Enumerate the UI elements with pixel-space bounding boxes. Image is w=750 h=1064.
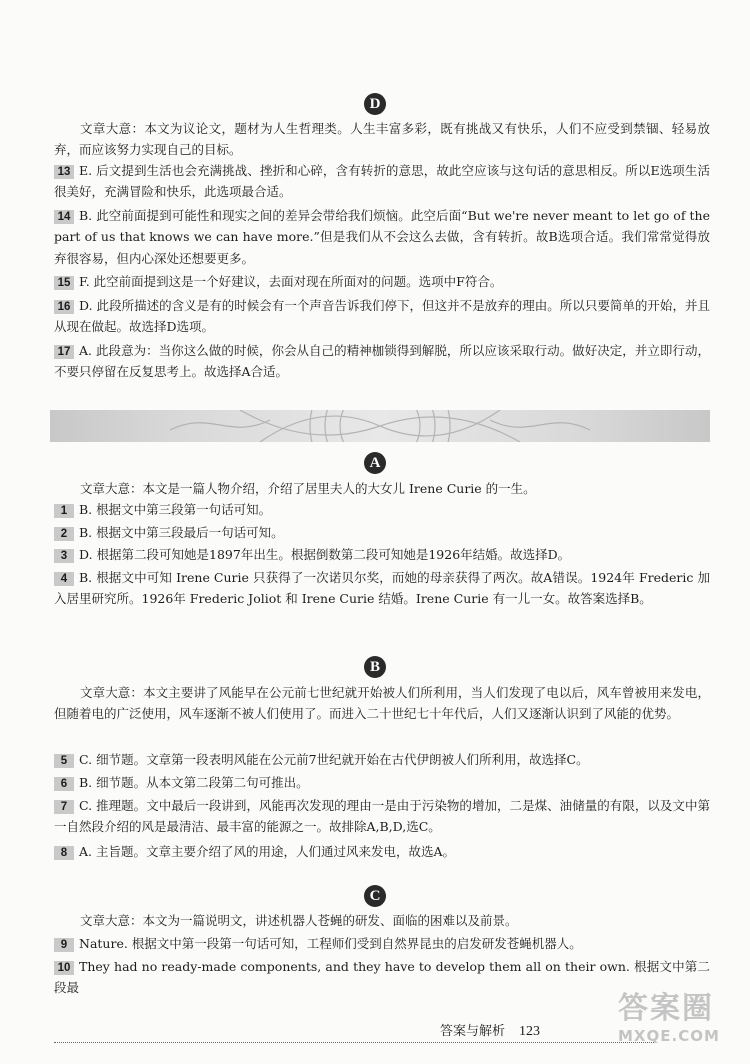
question-number: 13 (54, 165, 74, 179)
answer-text: Nature. 根据文中第一段第一句话可知，工程师们受到自然界昆虫的启发研发苍蝇机器人。 (79, 936, 582, 951)
answer-item-9 (54, 933, 710, 954)
answer-item-4 (54, 567, 710, 610)
question-number: 4 (54, 572, 74, 586)
answer-item-5 (54, 749, 710, 770)
question-number: 17 (54, 345, 74, 359)
section-badge-c: C (364, 885, 386, 907)
answer-text: C. 细节题。文章第一段表明风能在公元前7世纪就开始在古代伊朗被人们所利用，故选择C。 (79, 752, 589, 767)
banner-ornament (50, 410, 710, 442)
answer-text: D. 根据第二段可知她是1897年出生。根据倒数第二段可知她是1926年结婚。故选择D。 (79, 547, 571, 562)
answer-item-3 (54, 544, 710, 565)
answer-text: D. 此段所描述的含义是有的时候会有一个声音告诉我们停下，但这并不是放弃的理由。所以只要简单的开始，并且从现在做起。故选择D选项。 (54, 298, 710, 335)
answer-item-17 (54, 340, 710, 383)
answer-item-7 (54, 795, 710, 838)
unit-banner (50, 410, 710, 442)
page-footer (440, 1020, 540, 1040)
answer-text: E. 后文提到生活也会充满挑战、挫折和心碎，含有转折的意思，故此空应该与这句话的意思相反。所以E选项生活很美好，充满冒险和快乐，此选项最合适。 (54, 163, 710, 200)
question-number: 10 (54, 961, 74, 975)
section-badge-a: A (364, 452, 386, 474)
question-number: 15 (54, 276, 74, 290)
watermark-text: 答案圈 (618, 991, 714, 1026)
answer-item-8 (54, 841, 710, 862)
answer-text: They had no ready-made components, and they have to develop them all on their own. 根据文中第二段最 (54, 959, 710, 996)
question-number: 3 (54, 549, 74, 563)
answer-item-15 (54, 271, 710, 292)
question-number: 8 (54, 846, 74, 860)
watermark-url: MXQE.COM (618, 1027, 720, 1045)
question-number: 5 (54, 754, 74, 768)
footer-label: 答案与解析 (440, 1024, 506, 1039)
watermark-logo (618, 992, 742, 1060)
answer-text: C. 推理题。文中最后一段讲到，风能再次发现的理由一是由于污染物的增加，二是煤、油储量的有限，以及文中第一自然段介绍的风是最清洁、最丰富的能源之一。故排除A,B,D,选C。 (54, 798, 710, 835)
answer-text: B. 根据文中第三段最后一句话可知。 (79, 525, 284, 540)
answer-text: A. 主旨题。文章主要介绍了风的用途，人们通过风来发电，故选A。 (79, 844, 456, 859)
answer-item-13 (54, 160, 710, 203)
answer-item-14 (54, 205, 710, 269)
summary-d: 文章大意：本文为议论文，题材为人生哲理类。人生丰富多彩，既有挑战又有快乐，人们不应受到禁锢、轻易放弃，而应该努力实现自己的目标。 (54, 121, 710, 158)
answer-text: B. 根据文中可知 Irene Curie 只获得了一次诺贝尔奖，而她的母亲获得了两次。故A错误。1924年 Frederic 加入居里研究所。1926年 Frederic Joliot 和 Irene Curie 结婚。Irene Curie 有一儿一女。故答案选择B。 (54, 570, 710, 607)
answer-item-16 (54, 295, 710, 338)
summary-a: 文章大意：本文是一篇人物介绍，介绍了居里夫人的大女儿 Irene Curie 的一生。 (80, 481, 536, 496)
answer-text: A. 此段意为：当你这么做的时候，你会从自己的精神枷锁得到解脱，所以应该采取行动。做好决定，并立即行动，不要只停留在反复思考上。故选择A合适。 (54, 343, 710, 380)
question-number: 2 (54, 527, 74, 541)
summary-b: 文章大意：本文主要讲了风能早在公元前七世纪就开始被人们所利用，当人们发现了电以后，风车曾被用来发电，但随着电的广泛使用，风车逐渐不被人们使用了。而进入二十世纪七十年代后，人们又逐渐认识到了风能的优势。 (54, 685, 710, 722)
section-badge-d: D (364, 93, 386, 115)
answer-item-10 (54, 956, 710, 999)
answer-text: B. 根据文中第三段第一句话可知。 (79, 502, 272, 517)
summary-c: 文章大意：本文为一篇说明文，讲述机器人苍蝇的研发、面临的困难以及前景。 (80, 913, 518, 928)
answer-text: F. 此空前面提到这是一个好建议，去面对现在所面对的问题。选项中F符合。 (79, 274, 503, 289)
section-badge-b: B (364, 656, 386, 678)
answer-item-6 (54, 772, 710, 793)
footer-divider (54, 1042, 654, 1043)
answer-text: B. 细节题。从本文第二段第二句可推出。 (79, 775, 309, 790)
answer-item-2 (54, 522, 710, 543)
question-number: 9 (54, 938, 74, 952)
question-number: 16 (54, 300, 74, 314)
answer-text: B. 此空前面提到可能性和现实之间的差异会带给我们烦恼。此空后面“But we're never meant to let go of the part of us that knows we can have more.”但是我们从不会这么去做，含有转折。故B选项合适。我们常常觉得放弃很容易，但内心深处还想要更多。 (54, 208, 710, 266)
answer-item-1 (54, 499, 710, 520)
page-number: 123 (519, 1024, 541, 1039)
question-number: 6 (54, 777, 74, 791)
question-number: 1 (54, 504, 74, 518)
question-number: 7 (54, 800, 74, 814)
question-number: 14 (54, 210, 74, 224)
